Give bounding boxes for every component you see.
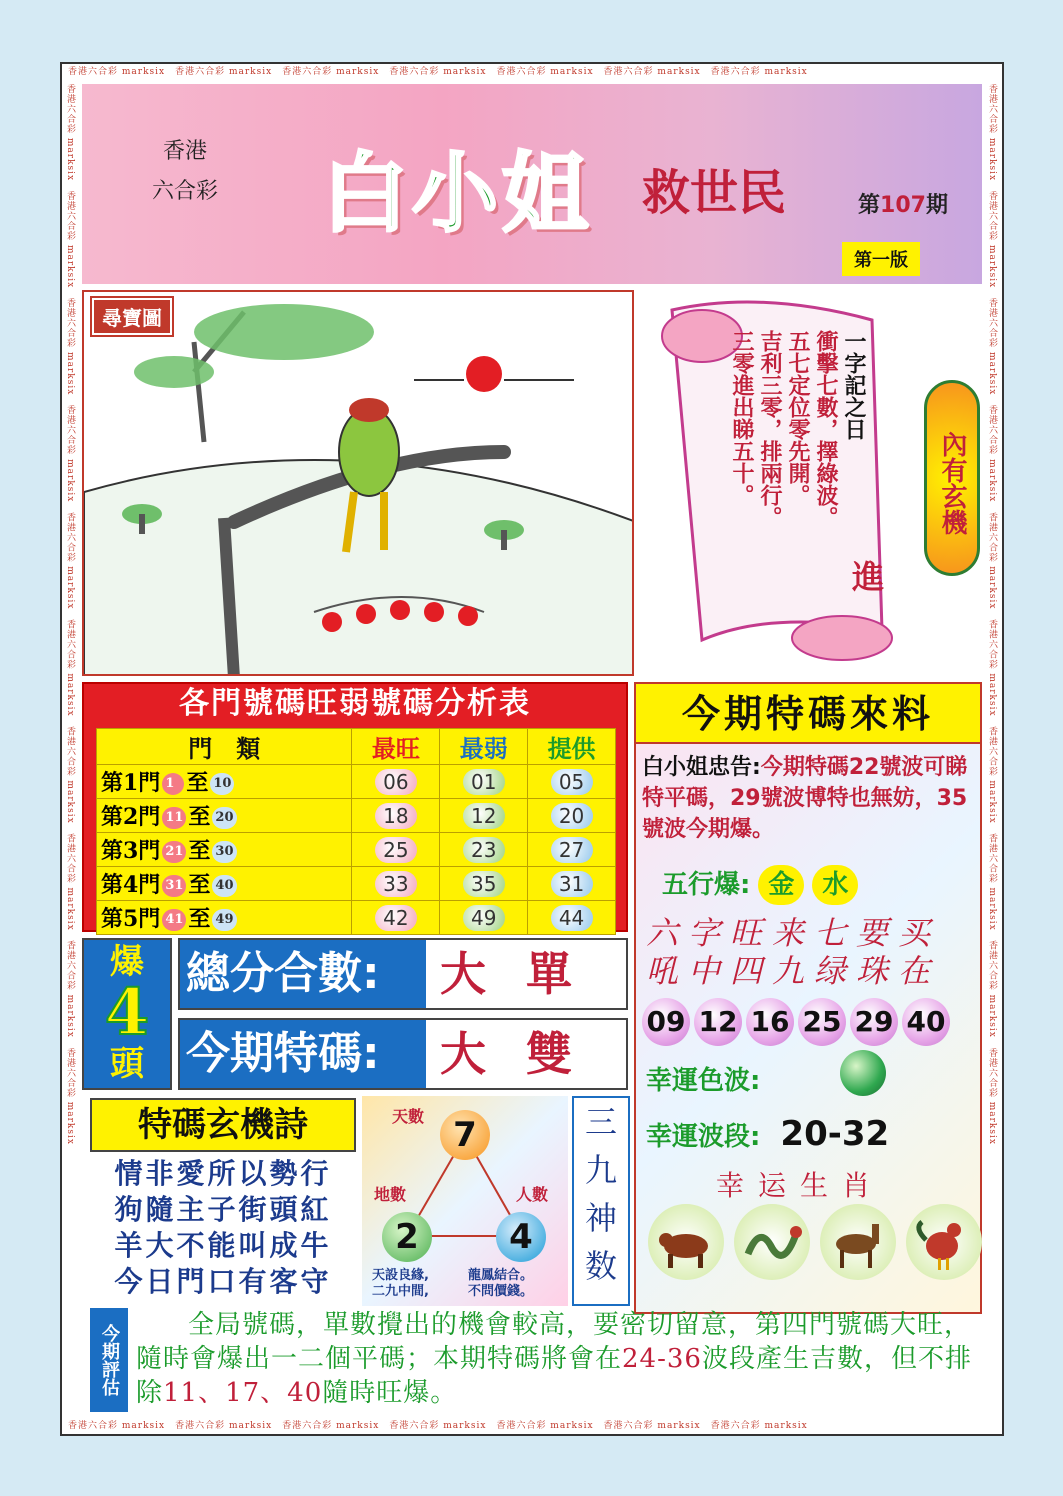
edition-badge: 第一版 — [842, 242, 920, 276]
header-offered: 提供 — [528, 729, 616, 765]
border-left: 香港六合彩 marksix 香港六合彩 marksix 香港六合彩 marksix 香港六合彩 marksix 香港六合彩 marksix 香港六合彩 marksix 香港六合彩 marksix 香港六合彩 marksix 香港六合彩 marksix 香港六合彩 marksix — [65, 84, 75, 1145]
element-water: 水 — [812, 865, 858, 905]
treasure-map-illustration — [84, 292, 634, 676]
poem-line: 今日門口有客守 — [114, 1265, 332, 1298]
header-banner — [82, 84, 982, 284]
poem-title: 特碼玄機詩 — [90, 1098, 356, 1152]
header-category: 門 類 — [97, 729, 352, 765]
evaluation-tag: 今期評估 — [90, 1308, 128, 1412]
five-elements: 五行爆: 金 水 — [662, 864, 858, 905]
table-header-row — [97, 729, 616, 765]
border-bottom: 香港六合彩 marksix 香港六合彩 marksix 香港六合彩 marksix 香港六合彩 marksix 香港六合彩 marksix 香港六合彩 marksix 香港六合彩 marksix — [68, 1421, 808, 1431]
heaven-number: 7 — [440, 1110, 490, 1160]
man-number: 4 — [496, 1212, 546, 1262]
number-ball: 09 — [642, 998, 690, 1046]
header-weakest: 最弱 — [440, 729, 528, 765]
earth-number: 2 — [382, 1212, 432, 1262]
three-nine-divine-number: 三 九 神 数 — [572, 1096, 630, 1306]
special-advice: 白小姐忠告:今期特碼22號波可睇特平碼，29號波博特也無妨，35號波今期爆。 — [642, 755, 968, 842]
number-ball: 25 — [798, 998, 846, 1046]
number-ball: 40 — [902, 998, 950, 1046]
page-title: 白小姐 — [322, 144, 592, 244]
scroll-enter-char: 進 — [852, 558, 885, 596]
handwritten-hint: 六字旺来七要买吼中四九绿珠在 — [646, 914, 941, 990]
analysis-table-panel — [82, 682, 628, 932]
lucky-range: 幸運波段: 20-32 — [646, 1114, 890, 1154]
border-top: 香港六合彩 marksix 香港六合彩 marksix 香港六合彩 marksix 香港六合彩 marksix 香港六合彩 marksix 香港六合彩 marksix 香港六合彩 marksix — [68, 67, 808, 77]
table-row: 第5門 41 至 49 42 49 44 — [97, 901, 616, 935]
lucky-color-ball — [840, 1050, 886, 1096]
dragon-icon — [734, 1204, 810, 1280]
rooster-icon — [906, 1204, 982, 1280]
table-row: 第3門 21 至 30 25 23 27 — [97, 833, 616, 867]
horse-icon — [820, 1204, 896, 1280]
table-row: 第1門 1 至 10 06 01 05 — [97, 765, 616, 799]
header-strongest: 最旺 — [352, 729, 440, 765]
poem-line: 狗隨主子街頭紅 — [114, 1193, 332, 1226]
region-label: 香港 六合彩 — [152, 139, 219, 204]
hint-scroll — [642, 290, 982, 676]
issue-number: 第107期 — [858, 193, 948, 218]
number-ball: 16 — [746, 998, 794, 1046]
heaven-earth-man-triangle: 天數 7 地數 2 人數 4 天設良緣, 二九中間, 龍鳳結合。 不問價錢。 — [362, 1096, 568, 1306]
special-code-title: 今期特碼來料 — [636, 684, 980, 744]
evaluation-text: 全局號碼，單數攪出的機會較高，要密切留意，第四門號碼大旺，隨時會爆出一二個平碼；本期特碼將會在24-36波段產生吉數，但不排除11、17、40隨時旺爆。 — [136, 1310, 972, 1408]
treasure-map — [82, 290, 634, 676]
lucky-color-label: 幸運色波: — [646, 1066, 761, 1096]
special-code-panel — [634, 682, 982, 1314]
poem-lines — [90, 1156, 356, 1300]
poem-line: 羊大不能叫成牛 — [114, 1229, 332, 1262]
table-row: 第4門 31 至 40 33 35 31 — [97, 867, 616, 901]
ox-icon — [648, 1204, 724, 1280]
element-gold: 金 — [758, 865, 804, 905]
hidden-secret-badge: 內有玄機 — [924, 380, 980, 576]
table-row: 第2門 11 至 20 18 12 20 — [97, 799, 616, 833]
lucky-zodiac-row — [648, 1204, 987, 1280]
border-right: 香港六合彩 marksix 香港六合彩 marksix 香港六合彩 marksix 香港六合彩 marksix 香港六合彩 marksix 香港六合彩 marksix 香港六合彩 marksix 香港六合彩 marksix 香港六合彩 marksix 香港六合彩 marksix — [987, 84, 997, 1145]
page-frame — [60, 62, 1004, 1436]
lucky-zodiac-title: 幸运生肖 — [716, 1169, 885, 1202]
special-code-row: 今期特碼: 大雙 — [178, 1018, 628, 1090]
number-ball: 12 — [694, 998, 742, 1046]
analysis-table — [96, 728, 616, 935]
total-sum-row: 總分合數: 大單 — [178, 938, 628, 1010]
explosive-head-badge: 爆 4 頭 — [82, 938, 172, 1090]
poem-line: 情非愛所以勢行 — [114, 1157, 332, 1190]
page-subtitle: 救世民 — [642, 165, 787, 221]
treasure-map-label: 尋寶圖 — [92, 298, 172, 335]
scroll-riddle: 一字記之日 衝擊七數，擇綠波。 五七定位零先開。 吉利三零，排兩行。 三零進出睇五十。 — [729, 330, 867, 528]
number-ball: 29 — [850, 998, 898, 1046]
analysis-title: 各門號碼旺弱號碼分析表 — [179, 686, 531, 721]
recommended-numbers — [642, 998, 954, 1046]
